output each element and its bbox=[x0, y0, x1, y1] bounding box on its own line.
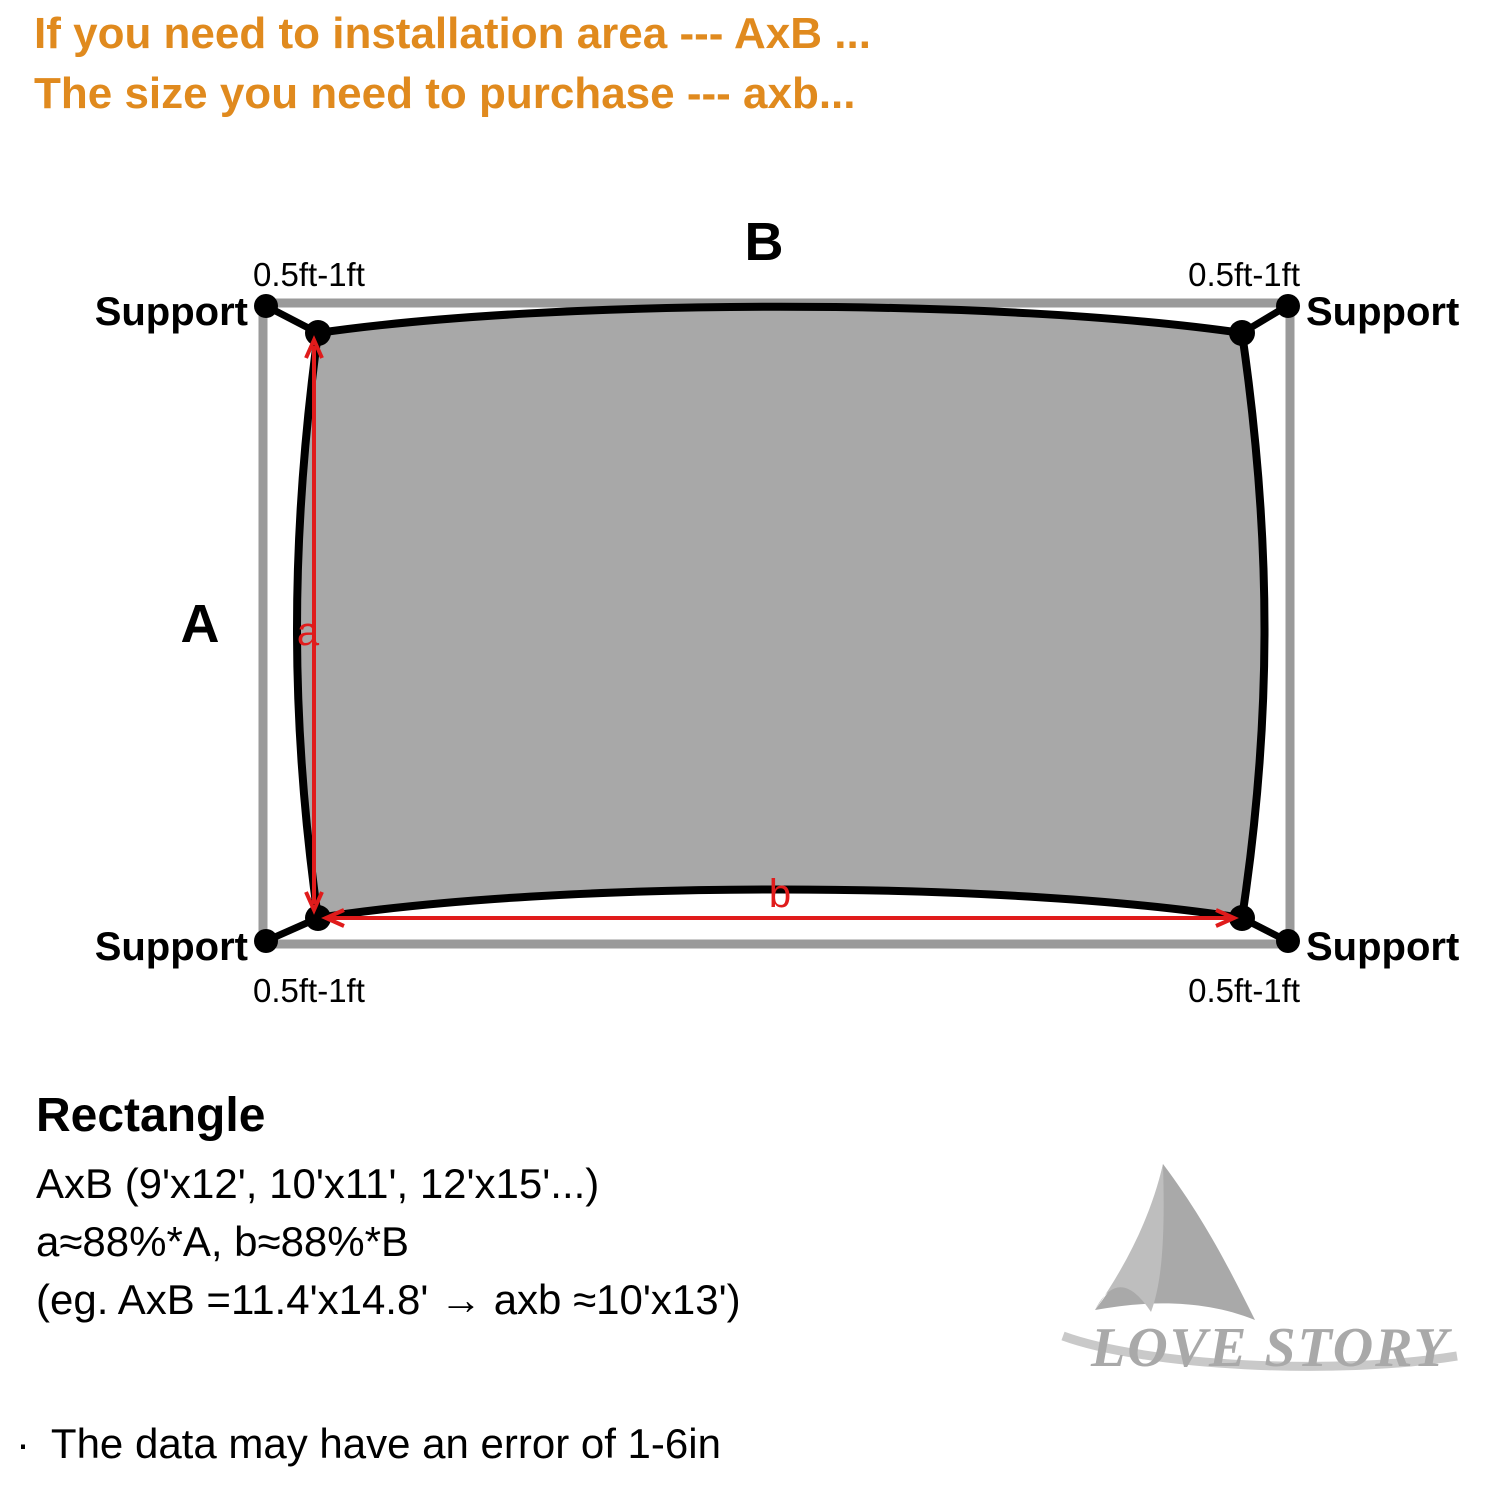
brand-logo bbox=[1055, 1160, 1465, 1400]
logo-sail-mark bbox=[1095, 1164, 1255, 1320]
support-label-bottom-left: Support bbox=[94, 925, 248, 969]
anchor-dot-frame-top-left bbox=[254, 294, 278, 318]
sun-sail-dimension-diagram bbox=[0, 190, 1485, 1020]
anchor-dot-frame-top-right bbox=[1276, 294, 1300, 318]
header-line-2: The size you need to purchase --- axb... bbox=[34, 69, 856, 118]
gap-label-bottom-right: 0.5ft-1ft bbox=[1188, 972, 1300, 1009]
footer-note bbox=[6, 1420, 1206, 1468]
header-note bbox=[34, 4, 1334, 124]
details-line-3: (eg. AxB =11.4'x14.8' → axb ≈10'x13') bbox=[36, 1276, 741, 1323]
label-A: A bbox=[180, 594, 220, 654]
anchor-dot-frame-bottom-right bbox=[1276, 929, 1300, 953]
details-title: Rectangle bbox=[36, 1089, 266, 1142]
details-line-1: AxB (9'x12', 10'x11', 12'x15'...) bbox=[36, 1160, 600, 1207]
anchor-dot-sail-top-right bbox=[1229, 320, 1255, 346]
shade-sail-shape bbox=[297, 307, 1265, 918]
support-label-top-left: Support bbox=[94, 290, 248, 334]
footer-bullet: · bbox=[16, 1420, 30, 1467]
support-label-top-right: Support bbox=[1306, 290, 1460, 334]
details-block bbox=[36, 1085, 1036, 1329]
label-a: a bbox=[296, 610, 320, 654]
gap-label-top-right: 0.5ft-1ft bbox=[1188, 256, 1300, 293]
gap-label-bottom-left: 0.5ft-1ft bbox=[253, 972, 365, 1009]
label-b: b bbox=[768, 872, 792, 916]
label-B: B bbox=[744, 212, 784, 272]
anchor-dot-sail-top-left bbox=[305, 320, 331, 346]
gap-label-top-left: 0.5ft-1ft bbox=[253, 256, 365, 293]
header-line-1: If you need to installation area --- AxB ... bbox=[34, 9, 871, 58]
anchor-dot-frame-bottom-left bbox=[254, 929, 278, 953]
footer-text: The data may have an error of 1-6in bbox=[50, 1420, 721, 1467]
details-line-2: a≈88%*A, b≈88%*B bbox=[36, 1218, 409, 1265]
support-label-bottom-right: Support bbox=[1306, 925, 1460, 969]
logo-text: LOVE STORY bbox=[1091, 1317, 1450, 1379]
